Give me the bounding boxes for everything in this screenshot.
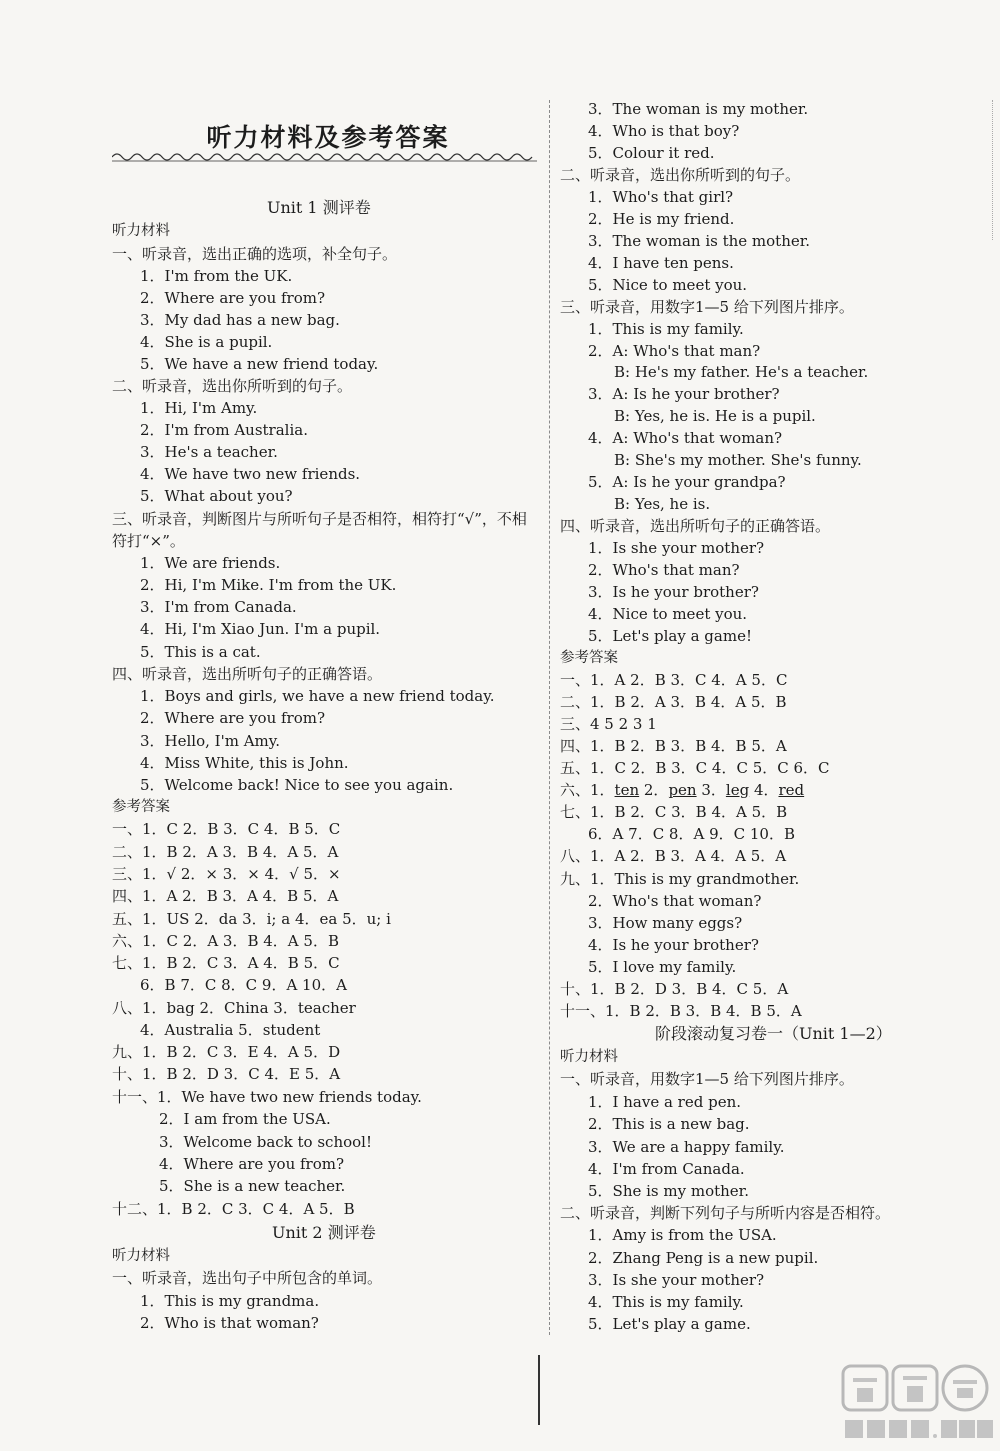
text-line: 5．She is my mother. [588,1182,749,1200]
text-line: 3．Welcome back to school! [159,1133,372,1151]
text-line: 1．This is my grandma. [140,1292,320,1310]
text-line: 3．Is he your brother? [588,583,759,601]
filled-answer: leg [725,781,750,799]
section-heading: Unit 2 测评卷 [272,1223,376,1242]
text-line: 3．He's a teacher. [140,443,278,461]
text-line: 4．Where are you from? [159,1155,345,1173]
text-line: 1．Who's that girl? [588,188,734,206]
filled-answer: red [778,781,805,799]
page-title: 听力材料及参考答案 [206,123,450,152]
text-line: 四、听录音，选出所听句子的正确答语。 [112,665,383,683]
text-line: 四、1．A 2．B 3．A 4．B 5．A [112,887,339,905]
text-line: 4．I have ten pens. [588,254,734,272]
text-line: 2．I am from the USA. [159,1110,331,1128]
section-label: 听力材料 [112,1248,170,1264]
section-heading: 阶段滚动复习卷一（Unit 1—2） [655,1024,892,1043]
text-line: 九、1．This is my grandmother. [560,870,800,888]
text-line: 五、1．US 2．da 3．i; a 4．ea 5．u; i [112,910,391,928]
text-line: 二、听录音，选出你所听到的句子。 [560,166,801,184]
text-line: B: He's my father. He's a teacher. [614,363,869,381]
text-line: 一、听录音，选出正确的选项，补全句子。 [112,245,398,263]
text-line: 九、1．B 2．C 3．E 4．A 5．D [112,1043,341,1061]
text-line: 四、1．B 2．B 3．B 4．B 5．A [560,737,787,755]
text-line: 3．The woman is my mother. [588,100,809,118]
text-line: B: Yes, he is. [614,495,711,513]
text-line: 六、1．ten 2．pen 3．leg 4．red [560,781,805,799]
filled-answer: pen [668,781,697,799]
text-line: 一、1．C 2．B 3．C 4．B 5．C [112,820,341,838]
section-label: 听力材料 [560,1049,618,1065]
text-line: 1．I'm from the UK. [140,267,293,285]
text-line: 三、听录音，判断图片与所听句子是否相符，相符打“√”，不相 [112,510,527,528]
text-line: 2．Where are you from? [140,709,326,727]
column-divider [549,100,550,1335]
text-line: 一、听录音，用数字1—5 给下列图片排序。 [560,1070,854,1088]
text-line: 5．This is a cat. [140,643,261,661]
text-line: 2．He is my friend. [588,210,735,228]
text-line: 5．Let's play a game! [588,627,752,645]
text-line: 2．Who's that woman? [588,892,762,910]
text-line: 三、1．√ 2．× 3．× 4．√ 5．× [112,865,341,883]
page-edge-mark [992,100,997,240]
text-line: 1．Amy is from the USA. [588,1226,777,1244]
text-line: 八、1．bag 2．China 3．teacher [112,999,356,1017]
text-line: 4．She is a pupil. [140,333,273,351]
text-line: 4．Australia 5．student [140,1021,321,1039]
text-line: 3．How many eggs? [588,914,743,932]
text-line: 五、1．C 2．B 3．C 4．C 5．C 6．C [560,759,830,777]
text-line: 5．We have a new friend today. [140,355,379,373]
text-line: 二、听录音，判断下列句子与所听内容是否相符。 [560,1204,891,1222]
section-label: 参考答案 [560,650,618,666]
text-line: 2．This is a new bag. [588,1115,750,1133]
text-line: 4．A: Who's that woman? [588,429,783,447]
text-line: 3．I'm from Canada. [140,598,297,616]
text-line: 3．Is she your mother? [588,1271,765,1289]
text-line: 符打“×”。 [112,532,185,550]
text-line: 三、4 5 2 3 1 [560,715,657,733]
text-line: 2．Hi, I'm Mike. I'm from the UK. [140,576,397,594]
text-line: 十、1．B 2．D 3．B 4．C 5．A [560,980,789,998]
text-line: 1．This is my family. [588,320,744,338]
text-line: 2．I'm from Australia. [140,421,308,439]
text-line: 4．Who is that boy? [588,122,740,140]
text-line: 3．We are a happy family. [588,1138,785,1156]
text-line: 十一、1．B 2．B 3．B 4．B 5．A [560,1002,802,1020]
text-line: 5．I love my family. [588,958,737,976]
text-line: 5．What about you? [140,487,293,505]
text-line: 3．Hello, I'm Amy. [140,732,281,750]
text-line: 4．I'm from Canada. [588,1160,745,1178]
text-line: 三、听录音，用数字1—5 给下列图片排序。 [560,298,854,316]
text-line: 2．Where are you from? [140,289,326,307]
text-line: 六、1．C 2．A 3．B 4．A 5．B [112,932,339,950]
text-fragment: 4． [749,781,779,799]
text-line: 5．A: Is he your grandpa? [588,473,786,491]
text-line: 二、1．B 2．A 3．B 4．A 5．A [112,843,339,861]
text-line: 一、1．A 2．B 3．C 4．A 5．C [560,671,788,689]
text-line: 十一、1．We have two new friends today. [112,1088,422,1106]
text-line: 1．Hi, I'm Amy. [140,399,258,417]
text-line: 6．B 7．C 8．C 9．A 10．A [140,976,347,994]
section-heading: Unit 1 测评卷 [267,198,371,217]
decorative-title-rule [112,150,537,164]
text-fragment: 3． [696,781,726,799]
text-line: 4．Nice to meet you. [588,605,748,623]
text-line: 4．Hi, I'm Xiao Jun. I'm a pupil. [140,620,381,638]
text-line: 1．Is she your mother? [588,539,765,557]
section-label: 参考答案 [112,799,170,815]
text-line: 5．She is a new teacher. [159,1177,346,1195]
filled-answer: ten [614,781,640,799]
text-line: 十、1．B 2．D 3．C 4．E 5．A [112,1065,341,1083]
text-line: 2．Who's that man? [588,561,740,579]
text-line: 4．This is my family. [588,1293,744,1311]
text-line: 5．Nice to meet you. [588,276,748,294]
text-line: 七、1．B 2．C 3．A 4．B 5．C [112,954,340,972]
text-line: B: She's my mother. She's funny. [614,451,862,469]
text-line: 2．Zhang Peng is a new pupil. [588,1249,819,1267]
section-label: 听力材料 [112,223,170,239]
watermark-logo [835,1360,995,1446]
text-line: 5．Colour it red. [588,144,715,162]
text-line: 1．I have a red pen. [588,1093,741,1111]
text-line: 4．Miss White, this is John. [140,754,349,772]
text-line: 二、1．B 2．A 3．B 4．A 5．B [560,693,787,711]
text-line: 2．Who is that woman? [140,1314,319,1332]
text-line: 二、听录音，选出你所听到的句子。 [112,377,353,395]
text-line: 十二、1．B 2．C 3．C 4．A 5．B [112,1200,355,1218]
text-line: 5．Let's play a game. [588,1315,751,1333]
text-line: 3．My dad has a new bag. [140,311,340,329]
text-line: 6．A 7．C 8．A 9．C 10．B [588,825,795,843]
text-line: 1．We are friends. [140,554,281,572]
binding-mark [538,1355,544,1425]
text-line: 八、1．A 2．B 3．A 4．A 5．A [560,847,787,865]
text-line: B: Yes, he is. He is a pupil. [614,407,816,425]
text-line: 一、听录音，选出句子中所包含的单词。 [112,1269,383,1287]
text-line: 5．Welcome back! Nice to see you again. [140,776,454,794]
text-line: 4．Is he your brother? [588,936,759,954]
text-line: 3．The woman is the mother. [588,232,811,250]
text-line: 2．A: Who's that man? [588,342,761,360]
text-line: 3．A: Is he your brother? [588,385,780,403]
text-line: 1．Boys and girls, we have a new friend today. [140,687,495,705]
text-line: 四、听录音，选出所听句子的正确答语。 [560,517,831,535]
text-fragment: 2． [639,781,669,799]
text-line: 4．We have two new friends. [140,465,361,483]
text-line: 七、1．B 2．C 3．B 4．A 5．B [560,803,788,821]
